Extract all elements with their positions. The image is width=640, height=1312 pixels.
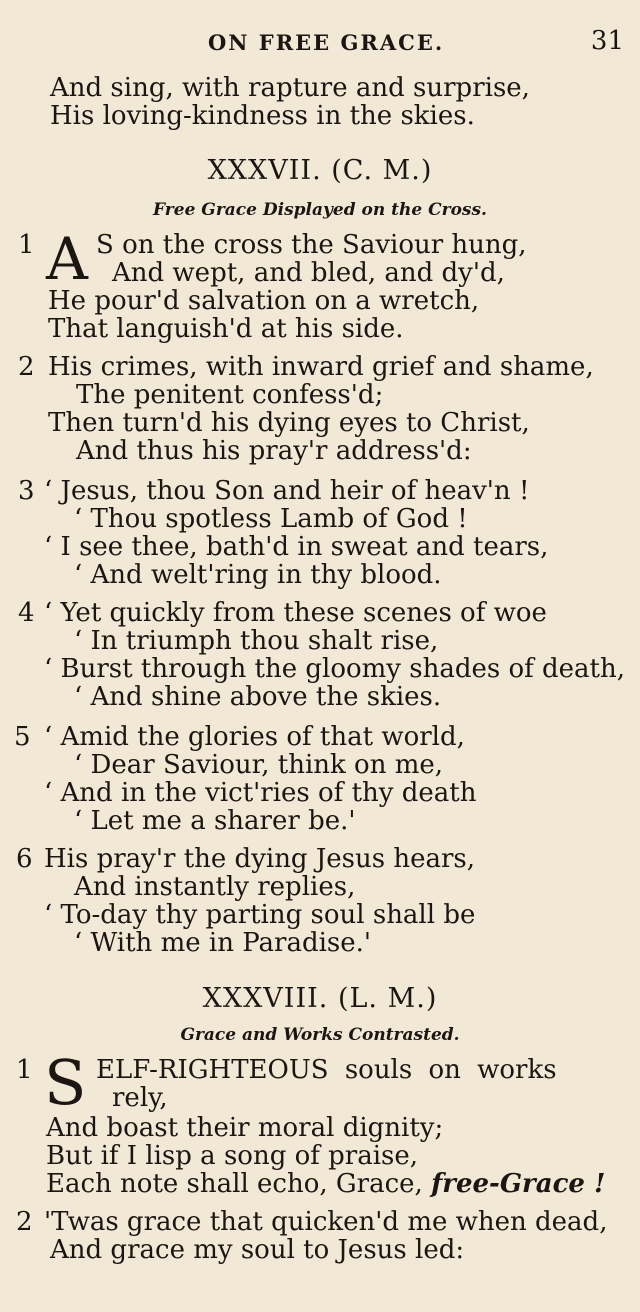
verse-line: ‘ Jesus, thou Son and heir of heav'n !: [44, 476, 530, 506]
verse-line: And grace my soul to Jesus led:: [50, 1235, 465, 1265]
verse-line: But if I lisp a song of praise,: [46, 1141, 419, 1171]
verse-line: The penitent confess'd;: [76, 380, 384, 410]
verse-line: ‘ To-day thy parting soul shall be: [44, 900, 476, 930]
verse-line: ‘ Let me a sharer be.': [74, 806, 356, 836]
verse-line: And boast their moral dignity;: [46, 1113, 444, 1143]
carryover-line: His loving-kindness in the skies.: [50, 101, 475, 131]
stanza-number: 6: [16, 844, 33, 874]
verse-line: And instantly replies,: [74, 872, 356, 902]
verse-line: ‘ I see thee, bath'd in sweat and tears,: [44, 532, 549, 562]
drop-cap: A: [46, 225, 88, 293]
hymn-heading: XXXVII. (C. M.): [207, 155, 433, 186]
stanza-number: 1: [18, 230, 35, 260]
verse-line: ELF-RIGHTEOUS souls on works: [96, 1055, 557, 1085]
emphasis-text: free-Grace !: [431, 1169, 606, 1199]
verse-line: ‘ In triumph thou shalt rise,: [74, 626, 439, 656]
verse-line: And wept, and bled, and dy'd,: [112, 258, 505, 288]
verse-line: ‘ And welt'ring in thy blood.: [74, 560, 442, 590]
verse-line: 'Twas grace that quicken'd me when dead,: [44, 1207, 608, 1237]
verse-line: ‘ Thou spotless Lamb of God !: [74, 504, 468, 534]
stanza-number: 2: [18, 352, 35, 382]
verse-line: ‘ Amid the glories of that world,: [44, 722, 465, 752]
stanza-number: 3: [18, 476, 35, 506]
verse-line: ‘ Burst through the gloomy shades of death,: [44, 654, 626, 684]
verse-line: And thus his pray'r address'd:: [76, 436, 472, 466]
carryover-line: And sing, with rapture and surprise,: [50, 73, 530, 103]
stanza-number: 4: [18, 598, 35, 628]
verse-line: [46, 1169, 605, 1199]
verse-line: ‘ And in the vict'ries of thy death: [44, 778, 477, 808]
verse-line: That languish'd at his side.: [48, 314, 404, 344]
verse-line: rely,: [112, 1083, 168, 1113]
verse-line: ‘ Yet quickly from these scenes of woe: [44, 598, 547, 628]
stanza-number: 2: [16, 1207, 33, 1237]
verse-text: Each note shall echo, Grace,: [46, 1169, 432, 1199]
hymn-heading: XXXVIII. (L. M.): [202, 983, 438, 1014]
hymn-subtitle: Grace and Works Contrasted.: [180, 1025, 460, 1045]
verse-line: His crimes, with inward grief and shame,: [48, 352, 594, 382]
drop-cap: S: [44, 1046, 87, 1119]
stanza-number: 1: [16, 1055, 33, 1085]
page-number: 31: [590, 26, 624, 56]
hymn-subtitle: Free Grace Displayed on the Cross.: [153, 200, 487, 220]
verse-line: ‘ With me in Paradise.': [74, 928, 372, 958]
stanza-number: 5: [14, 722, 31, 752]
verse-line: ‘ Dear Saviour, think on me,: [74, 750, 444, 780]
verse-line: He pour'd salvation on a wretch,: [48, 286, 480, 316]
verse-line: Then turn'd his dying eyes to Christ,: [48, 408, 530, 438]
verse-line: ‘ And shine above the skies.: [74, 682, 442, 712]
verse-line: S on the cross the Saviour hung,: [96, 230, 527, 260]
verse-line: His pray'r the dying Jesus hears,: [44, 844, 476, 874]
running-head: [0, 26, 640, 60]
running-title: ON FREE GRACE.: [208, 30, 445, 55]
